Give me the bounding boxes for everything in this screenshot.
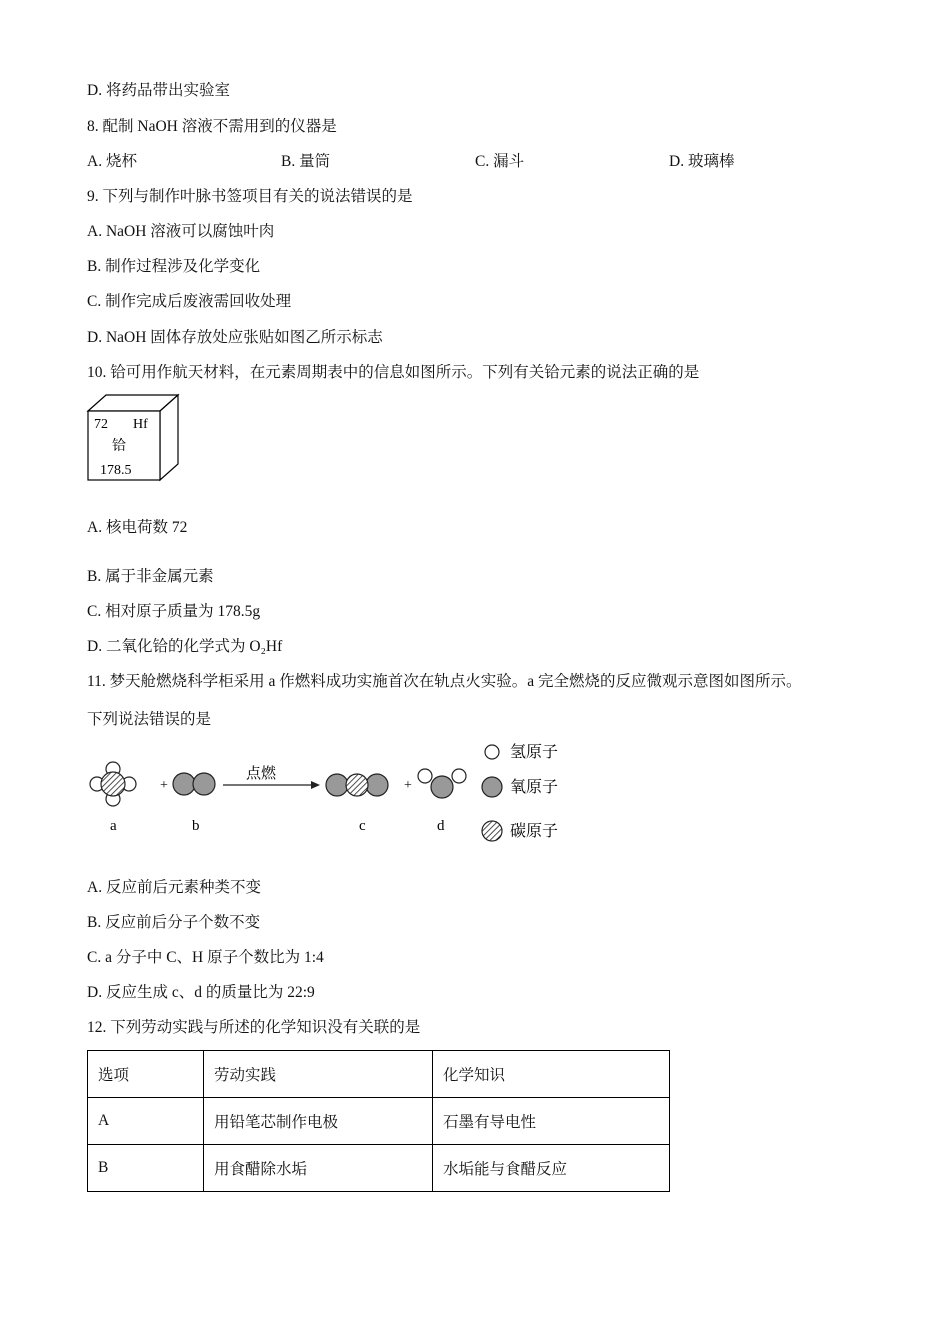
table-cell: 用铅笔芯制作电极 <box>204 1098 433 1145</box>
table-cell: 水垢能与食醋反应 <box>433 1145 670 1192</box>
legend-hydrogen: 氢原子 <box>510 744 559 761</box>
q10-option-d: D. 二氧化铪的化学式为 O₂Hf <box>87 638 283 655</box>
element-name: 铪 <box>112 439 126 454</box>
q8-option-d: D. 玻璃棒 <box>669 153 735 170</box>
q10-option-b: B. 属于非金属元素 <box>87 568 214 585</box>
q11-stem-line2: 下列说法错误的是 <box>87 711 212 728</box>
table-header-cell: 选项 <box>88 1051 204 1098</box>
molecule-c <box>326 774 388 796</box>
q11-option-d: D. 反应生成 c、d 的质量比为 22:9 <box>87 984 315 1001</box>
element-mass: 178.5 <box>100 463 132 478</box>
plus-sign-2: + <box>404 778 412 793</box>
q9-option-a: A. NaOH 溶液可以腐蚀叶肉 <box>87 223 275 240</box>
q11-option-b: B. 反应前后分子个数不变 <box>87 914 261 931</box>
q8-option-b: B. 量筒 <box>281 153 331 170</box>
label-a: a <box>110 818 117 834</box>
label-d: d <box>437 818 445 834</box>
element-symbol: Hf <box>133 417 148 432</box>
label-c: c <box>359 818 366 834</box>
table-header-cell: 劳动实践 <box>204 1051 433 1098</box>
molecule-a <box>90 762 136 806</box>
legend-carbon: 碳原子 <box>510 823 559 840</box>
molecule-d <box>418 769 466 798</box>
q11-option-a: A. 反应前后元素种类不变 <box>87 879 261 896</box>
q8-option-a: A. 烧杯 <box>87 153 137 170</box>
q9-stem: 9. 下列与制作叶脉书签项目有关的说法错误的是 <box>87 188 413 205</box>
q10-option-a: A. 核电荷数 72 <box>87 519 188 536</box>
label-b: b <box>192 818 200 834</box>
table-header-cell: 化学知识 <box>433 1051 670 1098</box>
q10-stem: 10. 铪可用作航天材料，在元素周期表中的信息如图所示。下列有关铪元素的说法正确的是 <box>87 364 700 381</box>
legend-oxygen: 氧原子 <box>510 779 559 796</box>
q9-option-c: C. 制作完成后废液需回收处理 <box>87 293 292 310</box>
table-header-row <box>88 1051 670 1098</box>
table-cell: 石墨有导电性 <box>433 1098 670 1145</box>
plus-sign-1: + <box>160 778 168 793</box>
element-cell-hf <box>86 393 182 483</box>
table-cell: 用食醋除水垢 <box>204 1145 433 1192</box>
reaction-diagram <box>80 735 580 845</box>
q8-stem: 8. 配制 NaOH 溶液不需用到的仪器是 <box>87 118 337 135</box>
q11-stem-line1: 11. 梦天舱燃烧科学柜采用 a 作燃料成功实施首次在轨点火实验。a 完全燃烧的反应微观示意图如图所示。 <box>87 673 802 690</box>
q12-table <box>87 1050 670 1192</box>
molecule-b <box>173 773 215 795</box>
q11-option-c: C. a 分子中 C、H 原子个数比为 1:4 <box>87 949 324 966</box>
q9-option-d: D. NaOH 固体存放处应张贴如图乙所示标志 <box>87 329 383 346</box>
legend <box>482 743 558 841</box>
q8-option-c: C. 漏斗 <box>475 153 525 170</box>
q9-option-b: B. 制作过程涉及化学变化 <box>87 258 261 275</box>
q12-stem: 12. 下列劳动实践与所述的化学知识没有关联的是 <box>87 1019 421 1036</box>
element-number: 72 <box>94 417 108 432</box>
table-row <box>88 1145 670 1192</box>
arrow-label: 点燃 <box>246 766 277 782</box>
q10-option-c: C. 相对原子质量为 178.5g <box>87 603 261 620</box>
table-row <box>88 1098 670 1145</box>
q7-option-d: D. 将药品带出实验室 <box>87 82 230 99</box>
table-cell: A <box>88 1098 204 1145</box>
reaction-arrow <box>223 781 320 789</box>
table-cell: B <box>88 1145 204 1192</box>
